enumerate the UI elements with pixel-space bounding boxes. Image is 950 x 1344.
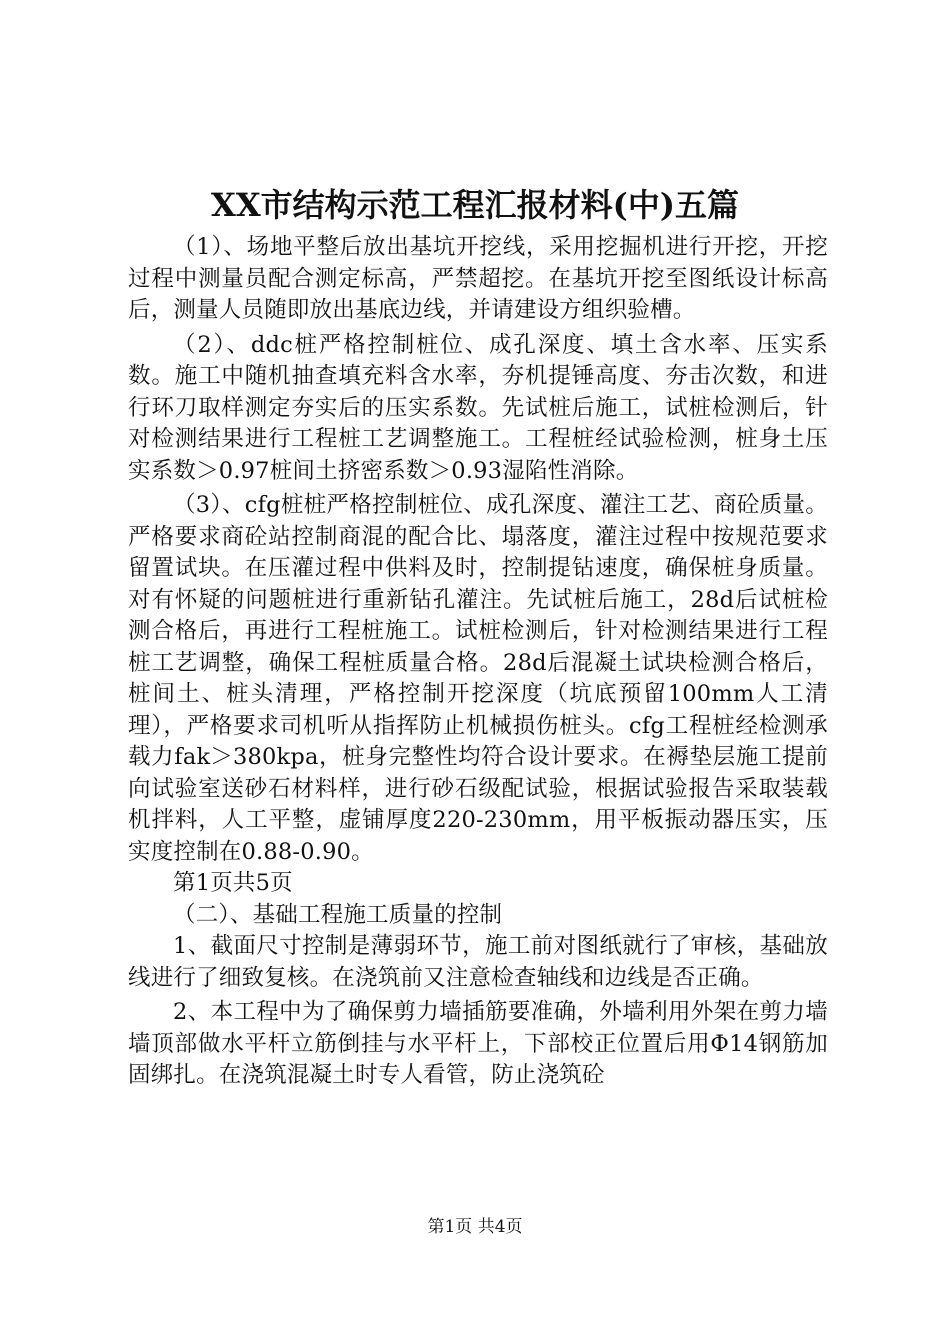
paragraph-shear-wall-rebar: 2、本工程中为了确保剪力墙插筋要准确，外墙利用外架在剪力墙墙顶部做水平杆立筋倒挂与水平杆上，下部校正位置后用Φ14钢筋加固绑扎。在浇筑混凝土时专人看管，防止浇筑砼 <box>128 999 828 1088</box>
section-heading-foundation-quality: （二）、基础工程施工质量的控制 <box>173 901 503 928</box>
paragraph-cfg-pile: （3）、cfg桩桩严格控制桩位、成孔深度、灌注工艺、商砼质量。严格要求商砼站控制商混的配合比、塌落度，灌注过程中按规范要求留置试块。在压灌过程中供料及时，控制提钻速度，确保桩身质量。对有怀疑的问题桩进行重新钻孔灌注。先试桩后施工，28d后试桩检测合格后，再进行工程桩施工。试桩检测后，针对检测结果进行工程桩工艺调整，确保工程桩质量合格。28d后混凝土试块检测合格后，桩间土、桩头清理，严格控制开挖深度（坑底预留100mm人工清理），严格要求司机听从指挥防止机械损伤桩头。cfg工程桩经检测承载力fak＞380kpa，桩身完整性均符合设计要求。在褥垫层施工提前向试验室送砂石材料样，进行砂石级配试验，根据试验报告采取装载机拌料，人工平整，虚铺厚度220-230mm，用平板振动器压实，压实度控制在0.88-0.90。 <box>128 492 828 865</box>
paragraph-ddc-pile: （2）、ddc桩严格控制桩位、成孔深度、填土含水率、压实系数。施工中随机抽查填充料含水率，夯机提锤高度、夯击次数，和进行环刀取样测定夯实后的压实系数。先试桩后施工，试桩检测后，针对检测结果进行工程桩工艺调整施工。工程桩经试验检测，桩身土压实系数＞0.97桩间土挤密系数＞0.93湿陷性消除。 <box>128 331 828 484</box>
page-footer: 第1页 共4页 <box>427 1217 523 1237</box>
paragraph-excavation: （1）、场地平整后放出基坑开挖线，采用挖掘机进行开挖，开挖过程中测量员配合测定标高，严禁超挖。在基坑开挖至图纸设计标高后，测量人员随即放出基底边线，并请建设方组织验槽。 <box>128 234 828 323</box>
document-title: XX市结构示范工程汇报材料(中)五篇 <box>211 186 739 224</box>
paragraph-section-size-control: 1、截面尺寸控制是薄弱环节，施工前对图纸就行了审核，基础放线进行了细致复核。在浇筑前又注意检查轴线和边线是否正确。 <box>128 933 828 991</box>
paragraph-inline-page-number: 第1页共5页 <box>173 870 293 896</box>
document-body <box>128 232 828 1092</box>
